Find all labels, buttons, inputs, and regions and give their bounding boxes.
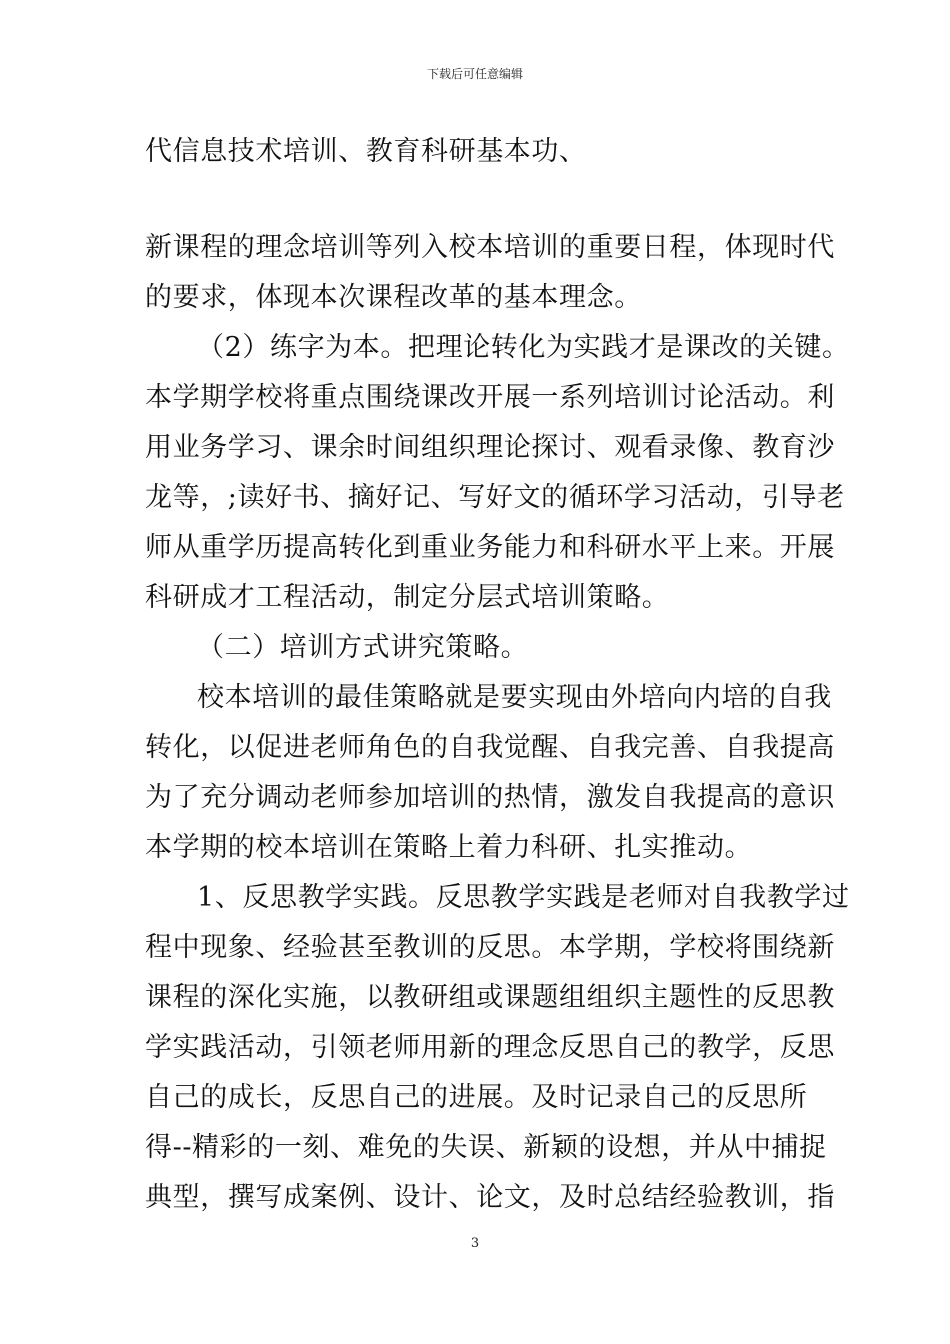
body-line: 新课程的理念培训等列入校本培训的重要日程，体现时代 — [145, 232, 835, 263]
body-line: 龙等，;读好书、摘好记、写好文的循环学习活动，引导老 — [145, 482, 845, 513]
body-line: 本学期学校将重点围绕课改开展一系列培训讨论活动。利 — [145, 382, 835, 413]
page-number: 3 — [470, 1236, 480, 1251]
body-line: 自己的成长，反思自己的进展。及时记录自己的反思所 — [145, 1082, 808, 1113]
body-line: 为了充分调动老师参加培训的热情，激发自我提高的意识 — [145, 782, 835, 813]
body-line: 本学期的校本培训在策略上着力科研、扎实推动。 — [145, 832, 753, 863]
body-line: 的要求，体现本次课程改革的基本理念。 — [145, 282, 642, 313]
body-line: 转化，以促进老师角色的自我觉醒、自我完善、自我提高 — [145, 732, 835, 763]
body-line: 科研成才工程活动，制定分层式培训策略。 — [145, 582, 670, 613]
body-line: 课程的深化实施，以教研组或课题组组织主题性的反思教 — [145, 982, 835, 1013]
page-header: 下载后可任意编辑 — [426, 67, 523, 81]
body-line: （2）练字为本。把理论转化为实践才是课改的关键。 — [197, 332, 850, 363]
body-line: 程中现象、经验甚至教训的反思。本学期，学校将围绕新 — [145, 932, 835, 963]
body-line: 代信息技术培训、教育科研基本功、 — [145, 136, 587, 167]
body-line: 师从重学历提高转化到重业务能力和科研水平上来。开展 — [145, 532, 835, 563]
body-line: 典型，撰写成案例、设计、论文，及时总结经验教训，指 — [145, 1182, 835, 1213]
body-line: 校本培训的最佳策略就是要实现由外培向内培的自我 — [197, 682, 832, 713]
body-line: 用业务学习、课余时间组织理论探讨、观看录像、教育沙 — [145, 432, 835, 463]
body-line: 学实践活动，引领老师用新的理念反思自己的教学，反思 — [145, 1032, 835, 1063]
body-line: 1、反思教学实践。反思教学实践是老师对自我教学过 — [197, 882, 850, 913]
body-line: 得--精彩的一刻、难免的失误、新颖的设想，并从中捕捉 — [145, 1132, 827, 1163]
section-heading: （二）培训方式讲究策略。 — [197, 632, 529, 663]
